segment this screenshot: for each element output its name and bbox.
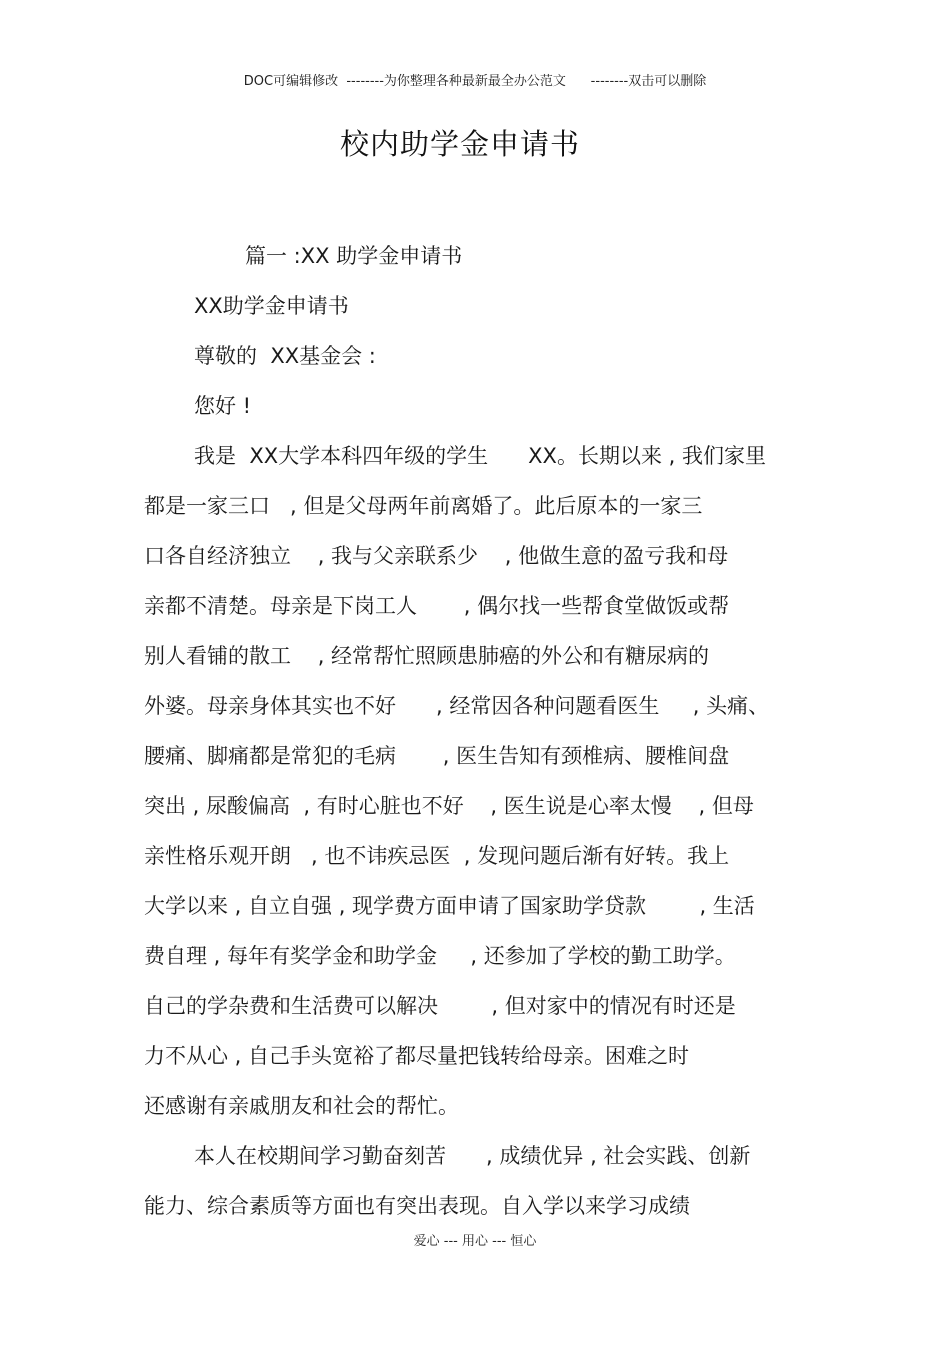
body-line: 大学以来 , 自立自强 , 现学费方面申请了国家助学贷款 , 生活 xyxy=(144,894,755,918)
section-heading: 篇一 :XX 助学金申请书 xyxy=(245,244,463,268)
body-line: 亲都不清楚。母亲是下岗工人 , 偶尔找一些帮食堂做饭或帮 xyxy=(144,594,730,618)
body-line: 都是一家三口 , 但是父母两年前离婚了。此后原本的一家三 xyxy=(144,494,703,518)
letter-title: XX助学金申请书 xyxy=(194,294,349,318)
body-line: 能力、综合素质等方面也有突出表现。自入学以来学习成绩 xyxy=(144,1194,690,1218)
body-line: 自己的学杂费和生活费可以解决 , 但对家中的情况有时还是 xyxy=(144,994,736,1018)
body-line: 口各自经济独立 , 我与父亲联系少 , 他做生意的盈亏我和母 xyxy=(144,544,729,568)
salutation: 尊敬的 XX基金会 : xyxy=(194,344,376,368)
body-line: 别人看铺的散工 , 经常帮忙照顾患肺癌的外公和有糖尿病的 xyxy=(144,644,710,668)
greeting: 您好 ! xyxy=(194,394,252,418)
body-line: 亲性格乐观开朗 , 也不讳疾忌医 , 发现问题后渐有好转。我上 xyxy=(144,844,730,868)
body-line: 突出 , 尿酸偏高 , 有时心脏也不好 , 医生说是心率太慢 , 但母 xyxy=(144,794,754,818)
body-line: 还感谢有亲戚朋友和社会的帮忙。 xyxy=(144,1094,459,1118)
page-header: DOC可编辑修改 --------为你整理各种最新最全办公范文 --------双击可以删除 xyxy=(243,74,707,89)
body-line: 本人在校期间学习勤奋刻苦 , 成绩优异 , 社会实践、创新 xyxy=(194,1144,751,1168)
document-title: 校内助学金申请书 xyxy=(339,127,580,161)
body-line: 力不从心 , 自己手头宽裕了都尽量把钱转给母亲。困难之时 xyxy=(144,1044,690,1068)
body-line: 腰痛、脚痛都是常犯的毛病 , 医生告知有颈椎病、腰椎间盘 xyxy=(144,744,730,768)
body-line: 外婆。母亲身体其实也不好 , 经常因各种问题看医生 , 头痛、 xyxy=(144,694,770,718)
body-line: 费自理 , 每年有奖学金和助学金 , 还参加了学校的勤工助学。 xyxy=(144,944,736,968)
body-line: 我是 XX大学本科四年级的学生 XX。长期以来 , 我们家里 xyxy=(194,444,766,468)
page-footer: 爱心 --- 用心 --- 恒心 xyxy=(413,1234,537,1249)
